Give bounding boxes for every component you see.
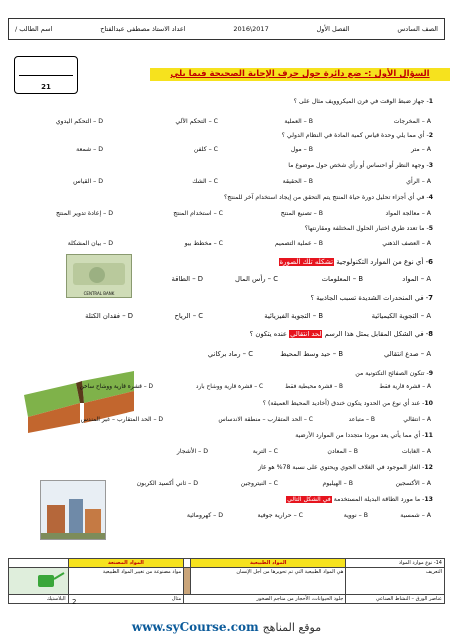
page-header bbox=[8, 18, 445, 40]
question-number: 8 bbox=[428, 330, 433, 338]
footer bbox=[0, 620, 453, 634]
option-d[interactable]: D – القياس bbox=[73, 178, 103, 185]
question-text-after: عنده يتكون ؟ bbox=[249, 330, 287, 338]
question-11: 11- أي مما يأتي يعد موردا متجددا من الموارد الأرضية bbox=[295, 432, 433, 439]
banknote-seal-icon bbox=[89, 267, 105, 283]
footer-site-link[interactable]: www.syCourse.com bbox=[131, 620, 259, 634]
option-a[interactable]: A – المواد bbox=[402, 275, 431, 283]
question-text: أي مما يلي وحدة قياس كمية المادة في النظام الدولي ؟ bbox=[281, 132, 425, 139]
question-text: أي نوع من الموارد التكنولوجية bbox=[336, 258, 424, 266]
option-b[interactable]: B – عملية التصميم bbox=[274, 240, 323, 247]
option-a[interactable]: A – العصف الذهني bbox=[382, 240, 431, 247]
option-a[interactable]: A – متر bbox=[411, 146, 431, 153]
banknote-caption: CENTRAL BANK bbox=[83, 291, 115, 296]
ground bbox=[41, 533, 105, 539]
q14-cell: 14- نوع موارد المواد bbox=[346, 559, 445, 568]
power-plant-image bbox=[40, 480, 106, 540]
watering-can-image-cell bbox=[9, 568, 69, 595]
option-c[interactable]: C – رماد بركاني bbox=[207, 350, 253, 358]
option-d[interactable]: D – التحكم اليدوي bbox=[55, 118, 103, 125]
option-b[interactable]: B – مول bbox=[290, 146, 313, 153]
question-number: 13 bbox=[424, 496, 433, 503]
term-label: الفصل الأول bbox=[316, 25, 350, 33]
option-d[interactable]: D – إعادة تدوير المنتج bbox=[55, 210, 113, 217]
option-c[interactable]: C – استخدام المنتج bbox=[173, 210, 223, 217]
option-a[interactable]: A – الغابات bbox=[401, 448, 431, 455]
empty-cell bbox=[184, 559, 191, 568]
option-d[interactable]: D – الأشجار bbox=[176, 448, 208, 455]
question-number: 11 bbox=[424, 432, 433, 439]
question-text: ما تعدد طرق اختبار الحلول المختلفة ومقارنتها؟ bbox=[304, 225, 425, 232]
question-text: أي مما يأتي يعد موردا متجددا من الموارد الأرضية bbox=[295, 432, 421, 439]
option-b[interactable]: B – قشرة محيطية فقط bbox=[285, 384, 343, 390]
question-text: في المنحدرات الشديدة تسبب الجاذبية ؟ bbox=[310, 294, 424, 302]
manufactured-header: المواد المصنعة bbox=[68, 559, 183, 568]
question-text: عند أي نوع من الحدود يتكون خندق (أخاديد المحيط العميقة) ؟ bbox=[262, 400, 421, 407]
option-b[interactable]: B – الهيليوم bbox=[322, 480, 353, 487]
option-d[interactable]: D – كهرومائية bbox=[186, 512, 223, 519]
banknote-image bbox=[66, 254, 132, 298]
option-d[interactable]: D – الطاقة bbox=[171, 275, 203, 283]
question-8: 8- في الشكل المقابل يمثل هذا الرسم لحد انتقالي عنده يتكون ؟ bbox=[249, 330, 433, 338]
score-total: 21 bbox=[41, 83, 51, 91]
option-c[interactable]: C – مخطط بيو bbox=[184, 240, 223, 247]
option-d[interactable]: D – بيان المشكلة bbox=[67, 240, 113, 247]
question-number: 10 bbox=[424, 400, 433, 407]
question-text: ما مورد الطاقة البديلة المستخدمة bbox=[333, 496, 421, 503]
manufactured-example: البلاستيك bbox=[9, 595, 69, 604]
score-box bbox=[14, 56, 78, 94]
question-7: 7- في المنحدرات الشديدة تسبب الجاذبية ؟ bbox=[310, 294, 433, 302]
question-9: 9- تتكون الصفائح التكتونية من bbox=[355, 370, 433, 377]
question-number: 1 bbox=[428, 98, 433, 105]
question-highlight: في الشكل التالي bbox=[287, 496, 331, 503]
section-title: السؤال الأول :- ضع دائرة حول حرف الإجابة الصحيحة فيما يلي bbox=[150, 68, 450, 81]
question-text: تتكون الصفائح التكتونية من bbox=[355, 370, 425, 377]
question-number: 5 bbox=[428, 225, 433, 232]
question-3: 3- وجهة النظر أو احساس أو رأي شخص حول موضوع ما bbox=[288, 162, 433, 169]
can-spout bbox=[54, 573, 64, 579]
option-c[interactable]: C – كلفن bbox=[193, 146, 218, 153]
option-d[interactable]: D – الحد المتقارب – غير المندس bbox=[80, 416, 163, 423]
option-c[interactable]: C – الشك bbox=[192, 178, 218, 185]
option-a[interactable]: A – المخرجات bbox=[393, 118, 431, 125]
notes-label: عناصر الورق – النشاط الصناعي bbox=[346, 595, 445, 604]
empty-cell bbox=[9, 559, 69, 568]
question-text: جهاز ضبط الوقت في فرن الميكروويف مثال على ؟ bbox=[293, 98, 425, 105]
can-body bbox=[38, 575, 54, 587]
question-6: 6- أي نوع من الموارد التكنولوجية تشكله تلك الصورة bbox=[279, 258, 433, 266]
option-b[interactable]: B – متباعد bbox=[348, 416, 375, 423]
question-number: 2 bbox=[428, 132, 433, 139]
question-number: 12 bbox=[424, 464, 433, 471]
option-a[interactable]: A – شمسية bbox=[400, 512, 431, 519]
page-number: 2 bbox=[72, 598, 77, 606]
question-12: 12- الغاز الموجود في الغلاف الجوي ويحتوي على نسبة 78% هو غاز bbox=[258, 464, 433, 471]
plate-boundary-image bbox=[20, 365, 138, 435]
option-c[interactable]: C – رأس المال bbox=[235, 275, 278, 283]
option-d[interactable]: D – فقدان الكتلة bbox=[85, 312, 133, 320]
question-13: 13- ما مورد الطاقة البديلة المستخدمة في الشكل التالي bbox=[287, 496, 433, 503]
option-b[interactable]: B – حيد وسط المحيط bbox=[280, 350, 343, 358]
question-text: في أي أجزاء تحليل دورة حياة المنتج يتم التحقق من إيجاد استخدام آخر للمنتج؟ bbox=[224, 194, 425, 201]
option-a[interactable]: A – الرأي bbox=[406, 178, 431, 185]
option-a[interactable]: A – انتقالي bbox=[403, 416, 431, 423]
option-a[interactable]: A – التجوية الكيميائية bbox=[371, 312, 431, 320]
question-text: الغاز الموجود في الغلاف الجوي ويحتوي على نسبة 78% هو غاز bbox=[258, 464, 421, 471]
option-c[interactable]: C – النيتروجين bbox=[240, 480, 278, 487]
question-number: 6 bbox=[428, 258, 433, 266]
wood-image-cell bbox=[184, 568, 191, 595]
option-c[interactable]: C – حرارية جوفية bbox=[257, 512, 303, 519]
definition-label: التعريف bbox=[346, 568, 445, 595]
prepared-by-label: اعداد الاستاذ مصطفى عبدالفتاح bbox=[100, 25, 186, 33]
question-text: في الشكل المقابل يمثل هذا الرسم bbox=[324, 330, 424, 338]
option-d[interactable]: D – شمعة bbox=[76, 146, 103, 153]
natural-example: جلود الحيوانات، الأحجار من مناجم الصخور bbox=[184, 595, 346, 604]
manufactured-definition: مواد مصنوعة من تغيير المواد الطبيعية bbox=[68, 568, 183, 595]
question-10: 10- عند أي نوع من الحدود يتكون خندق (أخاديد المحيط العميقة) ؟ bbox=[262, 400, 433, 407]
grade-label: الصف السادس bbox=[397, 25, 438, 33]
question-number: 7 bbox=[428, 294, 433, 302]
option-c[interactable]: C – التربة bbox=[252, 448, 278, 455]
option-b[interactable]: B – المعادن bbox=[327, 448, 358, 455]
option-b[interactable]: B – تصنيع المنتج bbox=[280, 210, 323, 217]
question-1: 1- جهاز ضبط الوقت في فرن الميكروويف مثال على ؟ bbox=[293, 98, 433, 105]
tank-right bbox=[85, 509, 101, 533]
option-c[interactable]: C – الحد المتقارب – منطقة الاندساس bbox=[218, 416, 313, 423]
question-2: 2- أي مما يلي وحدة قياس كمية المادة في النظام الدولي ؟ bbox=[281, 132, 433, 139]
tank-left bbox=[47, 505, 65, 533]
watering-can-icon bbox=[28, 569, 66, 591]
question-number: 3 bbox=[428, 162, 433, 169]
question-text: وجهة النظر أو احساس أو رأي شخص حول موضوع ما bbox=[288, 162, 425, 169]
question-number: 9 bbox=[428, 370, 433, 377]
option-b[interactable]: B – المعلومات bbox=[321, 275, 363, 283]
question-4: 4- في أي أجزاء تحليل دورة حياة المنتج يتم التحقق من إيجاد استخدام آخر للمنتج؟ bbox=[224, 194, 433, 201]
question-number: 4 bbox=[428, 194, 433, 201]
option-c[interactable]: C – التحكم الآلي bbox=[175, 118, 218, 125]
footer-arabic-label: موقع المناهج bbox=[262, 621, 322, 634]
natural-header: المواد الطبيعية bbox=[191, 559, 346, 568]
option-b[interactable]: B – العملية bbox=[284, 118, 313, 125]
question-highlight: لحد انتقالي bbox=[290, 330, 322, 338]
natural-definition: هي المواد الطبيعية التي تم تحويرها من أجل الإنسان bbox=[191, 568, 346, 595]
option-a[interactable]: A – قشرة قارية فقط bbox=[379, 384, 431, 390]
option-a[interactable]: A – صدع انتقالي bbox=[383, 350, 431, 358]
option-b[interactable]: B – التجوية الفيزيائية bbox=[264, 312, 323, 320]
year-label: 2017\2016 bbox=[233, 25, 269, 33]
student-name-label: اسم الطالب / bbox=[15, 25, 53, 33]
option-b[interactable]: B – نووية bbox=[343, 512, 368, 519]
option-d[interactable]: D – ثاني أكسيد الكربون bbox=[136, 480, 198, 487]
option-a[interactable]: A – الأكسجين bbox=[395, 480, 431, 487]
option-c[interactable]: C – الرياح bbox=[174, 312, 203, 320]
tower bbox=[69, 499, 83, 533]
option-c[interactable]: C – قشرة قارية ووشاح بارد bbox=[195, 384, 263, 390]
question-5: 5- ما تعدد طرق اختبار الحلول المختلفة ومقارنتها؟ bbox=[304, 225, 433, 232]
example-label: مثال bbox=[68, 595, 183, 604]
option-b[interactable]: B – الحقيقة bbox=[282, 178, 313, 185]
option-d[interactable]: D – قشرة قارية ووشاح ساخن bbox=[79, 384, 153, 390]
question-highlight: تشكله تلك الصورة bbox=[279, 258, 334, 266]
score-divider bbox=[19, 75, 73, 76]
option-a[interactable]: A – معالجة المواد bbox=[385, 210, 431, 217]
